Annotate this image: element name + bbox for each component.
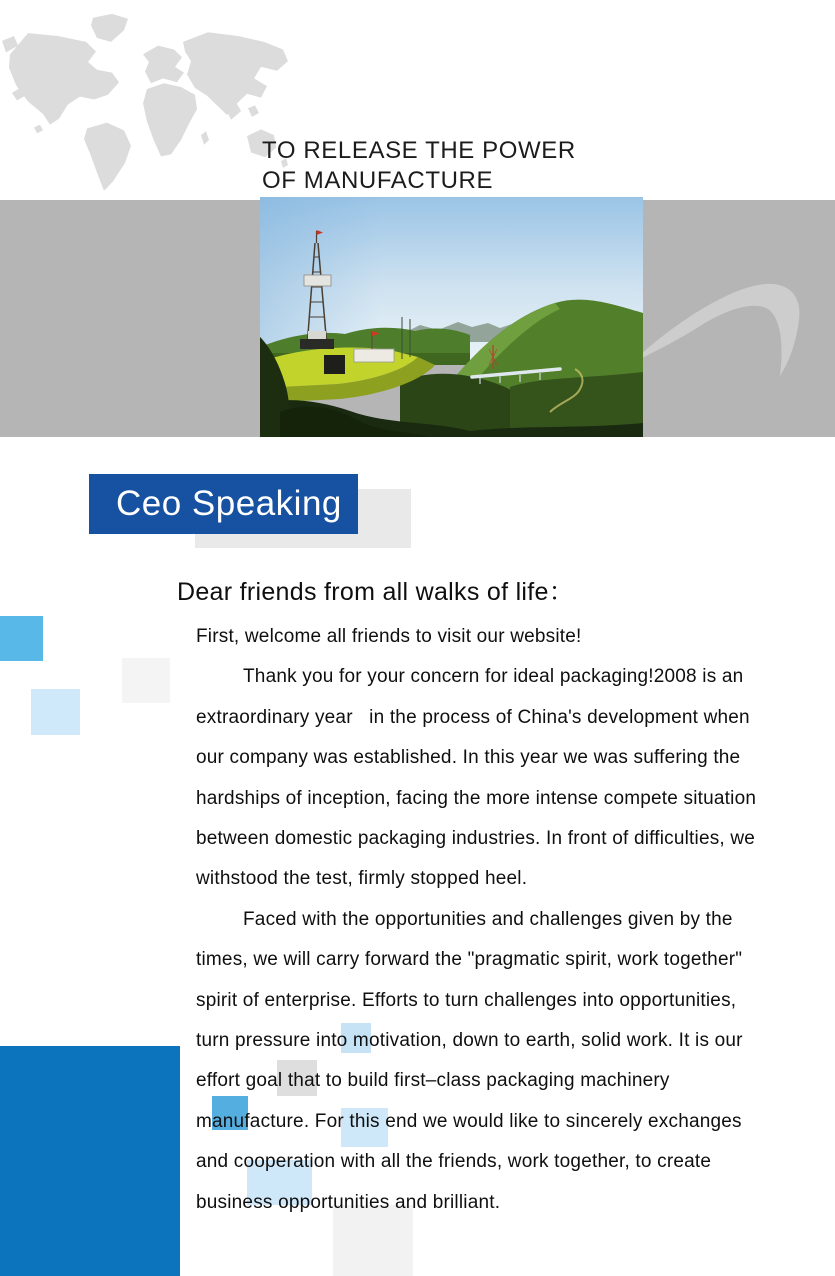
paragraph-line: withstood the test, firmly stopped heel. (196, 868, 528, 890)
paragraph-line: hardships of inception, facing the more intense compete situation (196, 787, 757, 809)
paragraph-line: business opportunities and brilliant. (196, 1191, 501, 1213)
page-title (262, 136, 576, 196)
decor-square-gray-1 (122, 658, 170, 703)
paragraph-line: effort goal that to build first–class packaging machinery (196, 1070, 670, 1092)
decor-blue-panel (0, 1046, 180, 1276)
paragraph-line: between domestic packaging industries. In front of difficulties, we (196, 828, 756, 850)
decor-square-sky-blue-1 (0, 616, 43, 661)
swoosh-graphic (630, 252, 815, 382)
paragraph-line: times, we will carry forward the "pragmatic spirit, work together" (196, 949, 743, 971)
world-map-graphic (0, 12, 290, 190)
paragraph-line: Thank you for your concern for ideal packaging!2008 is an (243, 666, 744, 688)
paragraph-line: extraordinary year in the process of China's development when (196, 706, 750, 728)
page-title-line2: OF MANUFACTURE (262, 167, 494, 194)
paragraph-line: manufacture. For this end we would like to sincerely exchanges (196, 1110, 742, 1132)
paragraph-line: turn pressure into motivation, down to earth, solid work. It is our (196, 1030, 743, 1052)
landscape-photo (260, 197, 643, 437)
paragraph-line: First, welcome all friends to visit our website! (196, 626, 582, 647)
paragraph-line: Faced with the opportunities and challenges given by the (243, 908, 733, 930)
section-title-box (89, 474, 358, 534)
page-title-line1: TO RELEASE THE POWER (262, 137, 576, 164)
paragraph-line: spirit of enterprise. Efforts to turn challenges into opportunities, (196, 989, 737, 1011)
section-title-label: Ceo Speaking (116, 484, 342, 523)
ceo-speech-body (196, 617, 835, 1223)
paragraph-line: and cooperation with all the friends, work together, to create (196, 1151, 712, 1173)
salutation: Dear friends from all walks of life： (177, 578, 575, 606)
paragraph-line: our company was established. In this year we was suffering the (196, 747, 741, 769)
decor-square-pale-blue-1 (31, 689, 80, 735)
